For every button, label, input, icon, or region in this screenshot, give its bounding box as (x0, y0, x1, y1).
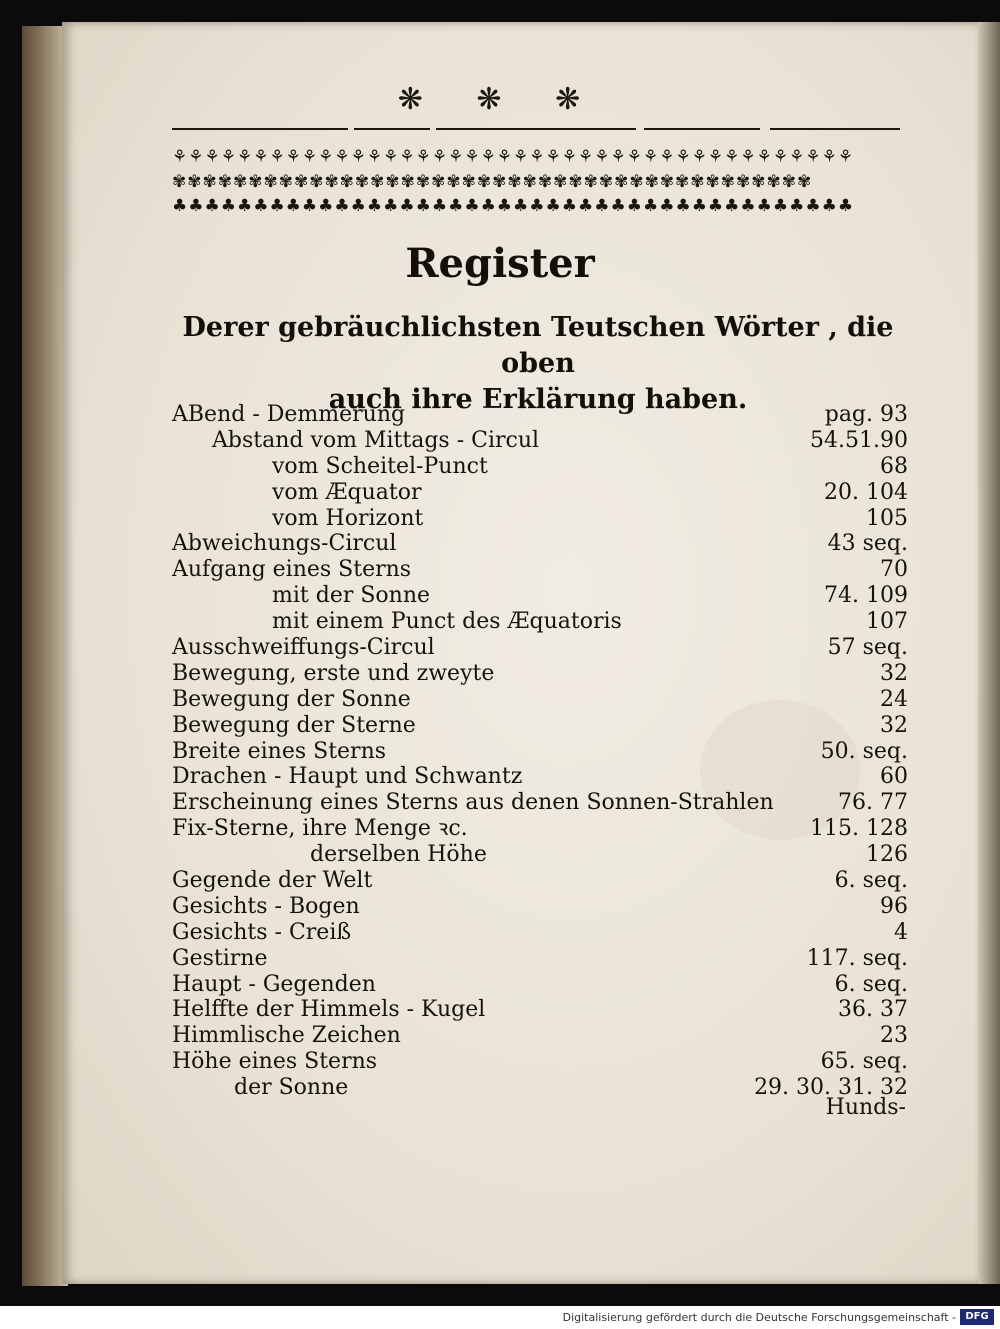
entry-term: vom Æquator (272, 479, 422, 505)
register-entry (172, 739, 908, 765)
ornament-band-bottom: ♣♣♣♣♣♣♣♣♣♣♣♣♣♣♣♣♣♣♣♣♣♣♣♣♣♣♣♣♣♣♣♣♣♣♣♣♣♣♣♣♣♣ (172, 196, 855, 216)
entry-page-ref: 96 (880, 893, 908, 919)
register-entry (172, 402, 908, 428)
entry-term: Höhe eines Sterns (172, 1049, 378, 1075)
entry-term: Bewegung, erste und zweyte (172, 660, 495, 686)
entry-term: Gestirne (172, 945, 268, 971)
entry-page-ref: 32 (880, 660, 908, 686)
page-edge-right (978, 22, 1000, 1284)
entry-term: Bewegung der Sterne (172, 712, 416, 738)
ornament-stars: ❋ ❋ ❋ (397, 82, 603, 117)
register-entry (172, 816, 908, 842)
entry-term: ABend - Demmerung (172, 402, 406, 427)
entry-page-ref: 32 (880, 712, 908, 738)
register-entry (172, 868, 908, 894)
entry-term: Gesichts - Creiß (172, 919, 352, 945)
entry-page-ref: 57 seq. (827, 635, 908, 661)
register-entry (172, 635, 908, 661)
entry-page-ref: 20. 104 (824, 479, 908, 505)
entry-term: Drachen - Haupt und Schwantz (172, 764, 523, 790)
register-entry (172, 972, 908, 998)
entry-page-ref: 54.51.90 (810, 427, 908, 453)
entry-page-ref: 23 (880, 1023, 908, 1049)
register-entry (172, 920, 908, 946)
entry-term: vom Horizont (272, 505, 424, 531)
entry-term: Gegende der Welt (172, 868, 373, 894)
register-entry (172, 583, 908, 609)
rule-center (436, 128, 636, 130)
register-entry (172, 480, 908, 506)
entry-page-ref: 126 (866, 842, 908, 868)
register-entry (172, 506, 908, 532)
entry-page-ref: 117. seq. (806, 945, 908, 971)
entry-page-ref: 6. seq. (834, 971, 908, 997)
register-entry (172, 790, 908, 816)
ornament-band-top: ⚘⚘⚘⚘⚘⚘⚘⚘⚘⚘⚘⚘⚘⚘⚘⚘⚘⚘⚘⚘⚘⚘⚘⚘⚘⚘⚘⚘⚘⚘⚘⚘⚘⚘⚘⚘⚘⚘⚘⚘⚘⚘ (172, 147, 855, 167)
entry-term: Haupt - Gegenden (172, 971, 376, 997)
entry-page-ref: 65. seq. (820, 1049, 908, 1075)
ornament-band-middle: ✾✾✾✾✾✾✾✾✾✾✾✾✾✾✾✾✾✾✾✾✾✾✾✾✾✾✾✾✾✾✾✾✾✾✾✾✾✾✾✾✾✾ (172, 172, 813, 192)
entry-page-ref: 68 (880, 453, 908, 479)
entry-page-ref: 76. 77 (838, 790, 908, 816)
digitization-footer (0, 1306, 1000, 1329)
entry-page-ref: 115. 128 (810, 816, 908, 842)
register-entry (172, 997, 908, 1023)
page-title: Register (405, 240, 595, 287)
entry-term: Abstand vom Mittags - Circul (212, 427, 540, 453)
entry-page-ref: 29. 30. 31. 32 (754, 1075, 908, 1101)
subtitle-line-1: Derer gebräuchlichsten Teutschen Wörter , die oben (182, 312, 894, 379)
entry-term: vom Scheitel-Punct (272, 453, 488, 479)
entry-term: Abweichungs-Circul (172, 531, 397, 557)
entry-term: Fix-Sterne, ihre Menge ꝛc. (172, 816, 468, 842)
register-entry (172, 713, 908, 739)
rule-center-right (644, 128, 760, 130)
entry-term: Gesichts - Bogen (172, 893, 360, 919)
entry-page-ref: 70 (880, 557, 908, 583)
entry-term: Himmlische Zeichen (172, 1023, 401, 1049)
entry-page-ref: 107 (866, 609, 908, 635)
register-entry (172, 842, 908, 868)
entry-page-ref: pag. 93 (824, 402, 908, 427)
register-entry (172, 894, 908, 920)
entry-page-ref: 4 (894, 919, 908, 945)
entry-term: Helffte der Himmels - Kugel (172, 997, 486, 1023)
entry-page-ref: 74. 109 (824, 583, 908, 609)
entry-term: Bewegung der Sonne (172, 686, 411, 712)
register-entry (172, 946, 908, 972)
entry-term: Breite eines Sterns (172, 738, 387, 764)
register-entry (172, 1023, 908, 1049)
register-entry (172, 557, 908, 583)
dfg-logo: DFG (960, 1309, 994, 1325)
rule-left (172, 128, 348, 130)
footer-credit: Digitalisierung gefördert durch die Deutsche Forschungsgemeinschaft - (562, 1311, 956, 1324)
register-entry (172, 609, 908, 635)
register-entry (172, 454, 908, 480)
entry-term: Erscheinung eines Sterns aus denen Sonnen-Strahlen (172, 790, 774, 816)
entry-page-ref: 43 seq. (827, 531, 908, 557)
subtitle-line-2: auch ihre Erklärung haben. (328, 384, 748, 415)
catchword: Hunds- (825, 1095, 906, 1120)
register-entry (172, 428, 908, 454)
rule-center-left (354, 128, 430, 130)
entry-page-ref: 60 (880, 764, 908, 790)
entry-page-ref: 50. seq. (820, 738, 908, 764)
entry-term: mit der Sonne (272, 583, 431, 609)
entry-term: Ausschweiffungs-Circul (172, 635, 435, 661)
register-entry (172, 1049, 908, 1075)
entry-term: mit einem Punct des Æquatoris (272, 609, 622, 635)
entry-page-ref: 105 (866, 505, 908, 531)
entry-page-ref: 36. 37 (838, 997, 908, 1023)
entry-term: derselben Höhe (310, 842, 487, 868)
register-entry (172, 764, 908, 790)
register-entry (172, 661, 908, 687)
register-entry (172, 531, 908, 557)
entry-term: der Sonne (234, 1075, 349, 1101)
rule-right (770, 128, 900, 130)
register-entry (172, 1075, 908, 1101)
entry-page-ref: 6. seq. (834, 868, 908, 894)
register-list (172, 402, 908, 1101)
register-entry (172, 687, 908, 713)
entry-term: Aufgang eines Sterns (172, 557, 412, 583)
entry-page-ref: 24 (880, 686, 908, 712)
